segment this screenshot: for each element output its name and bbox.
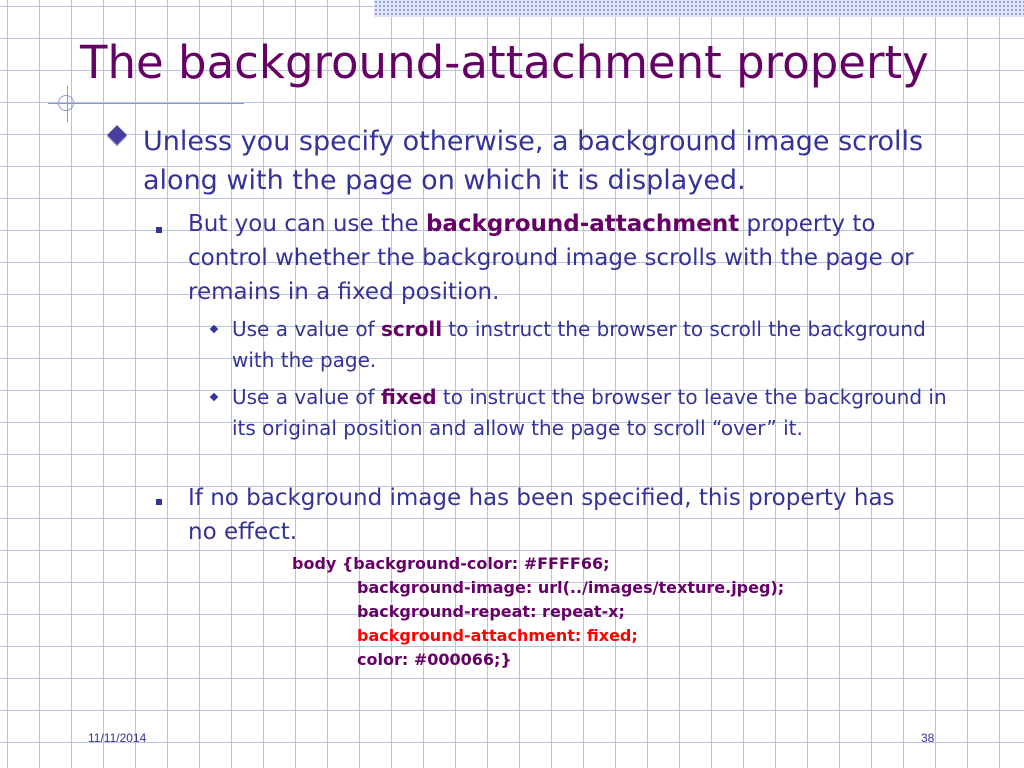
sub1-post-text: property to control whether the background image scrolls with the page or remains in a fixed position. [188, 211, 914, 305]
code-line-4-highlighted: background-attachment: fixed; [357, 626, 638, 645]
square-bullet-icon [156, 227, 162, 233]
bullet-level2-no-effect: If no background image has been specified, this property has no effect. [188, 485, 895, 545]
bullet-level2-attachment [188, 207, 958, 309]
diamond-bullet-icon [107, 125, 127, 145]
footer-date: 11/11/2014 [88, 731, 147, 745]
subsub2-post-text: to instruct the browser to leave the background in its original position and allow the page to scroll “over” it. [232, 385, 947, 440]
bullet-level3-scroll [232, 314, 952, 376]
small-diamond-bullet-icon [210, 325, 218, 333]
slide-title: The background-attachment property [80, 36, 929, 89]
sub1-pre-text: But you can use the [188, 211, 426, 237]
sub1-keyword: background-attachment [425, 211, 740, 237]
subsub1-keyword: scroll [380, 317, 443, 341]
subsub2-pre-text: Use a value of [232, 385, 381, 409]
top-decorative-band [374, 0, 1024, 17]
square-bullet-icon [156, 499, 162, 505]
subsub2-keyword: fixed [380, 385, 437, 409]
code-line-1: body {background-color: #FFFF66; [292, 554, 610, 573]
subsub1-pre-text: Use a value of [232, 317, 381, 341]
bullet-level1: Unless you specify otherwise, a background image scrolls along with the page on which it is displayed. [143, 126, 924, 196]
slide-number: 38 [921, 731, 935, 745]
code-line-5: color: #000066;} [357, 650, 512, 669]
subsub1-post-text: to instruct the browser to scroll the background with the page. [232, 317, 926, 372]
title-underline-decoration [48, 103, 244, 104]
crosshair-circle-decoration [58, 95, 74, 111]
bullet-level3-fixed [232, 382, 952, 444]
small-diamond-bullet-icon [210, 393, 218, 401]
code-line-2: background-image: url(../images/texture.jpeg); [357, 578, 785, 597]
code-line-3: background-repeat: repeat-x; [357, 602, 625, 621]
